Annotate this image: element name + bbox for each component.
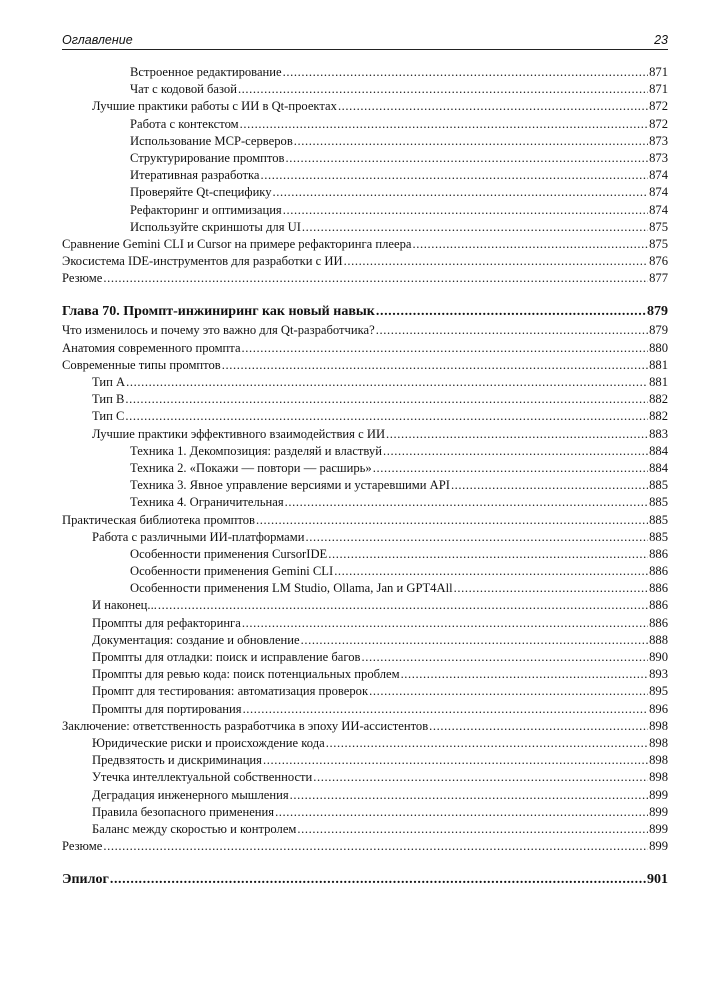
table-of-contents xyxy=(62,64,668,890)
toc-entry-page: 876 xyxy=(649,254,668,269)
toc-entry-page: 874 xyxy=(649,202,668,217)
toc-entry-page: 898 xyxy=(649,718,668,733)
toc-entry-title: Особенности применения CursorIDE xyxy=(130,546,328,561)
leader-dots xyxy=(110,870,646,890)
toc-entry-title: Работа с контекстом xyxy=(130,116,239,131)
toc-entry-page: 872 xyxy=(649,116,668,131)
toc-entry-page: 886 xyxy=(649,546,668,561)
leader-dots xyxy=(344,253,649,270)
toc-entry[interactable] xyxy=(62,718,668,735)
toc-entry-page: 886 xyxy=(649,615,668,630)
toc-entry-page: 899 xyxy=(649,839,668,854)
running-header xyxy=(62,31,668,50)
toc-entry[interactable] xyxy=(62,81,668,98)
leader-dots xyxy=(313,769,648,786)
leader-dots xyxy=(285,494,648,511)
toc-entry-title: Сравнение Gemini CLI и Cursor на примере рефакторинга плеера xyxy=(62,236,412,251)
toc-block-chapter-70 xyxy=(62,322,668,855)
toc-entry[interactable] xyxy=(62,563,668,580)
leader-dots xyxy=(256,512,648,529)
toc-entry-title: Промпты для портирования xyxy=(92,701,242,716)
toc-entry-page: 871 xyxy=(649,65,668,79)
toc-entry-page: 883 xyxy=(649,426,668,441)
page-number: 23 xyxy=(654,33,668,47)
toc-entry-page: 893 xyxy=(649,667,668,682)
toc-entry-title: Предвзятость и дискриминация xyxy=(92,753,262,768)
toc-entry-page: 888 xyxy=(649,632,668,647)
spacer xyxy=(62,287,668,302)
toc-entry[interactable] xyxy=(62,322,668,339)
toc-entry-page: 886 xyxy=(649,564,668,579)
toc-entry-title: Промпты для ревью кода: поиск потенциальных проблем xyxy=(92,667,400,682)
toc-entry-title: Лучшие практики эффективного взаимодействия с ИИ xyxy=(92,426,386,441)
leader-dots xyxy=(454,580,649,597)
toc-entry[interactable] xyxy=(62,632,668,649)
toc-entry-title: Глава 70. Промпт-инжиниринг как новый навык xyxy=(62,304,375,320)
toc-entry-title: Документация: создание и обновление xyxy=(92,632,300,647)
toc-entry-title: Заключение: ответственность разработчика в эпоху ИИ-ассистентов xyxy=(62,718,429,733)
toc-entry[interactable] xyxy=(62,357,668,374)
toc-entry-page: 873 xyxy=(649,133,668,148)
leader-dots xyxy=(297,821,648,838)
toc-entry-page: 896 xyxy=(649,701,668,716)
leader-dots xyxy=(238,81,648,98)
toc-entry-title: Техника 4. Ограничительная xyxy=(130,495,284,510)
toc-entry-title: Промпты для отладки: поиск и исправление багов xyxy=(92,650,361,664)
toc-entry-title: Тип B xyxy=(92,392,125,407)
toc-entry[interactable] xyxy=(62,202,668,219)
toc-entry-page: 873 xyxy=(649,150,668,165)
toc-entry-page: 875 xyxy=(649,219,668,234)
leader-dots xyxy=(263,752,648,769)
leader-dots xyxy=(286,150,649,167)
toc-entry-title: Структурирование промптов xyxy=(130,150,285,165)
toc-entry-page: 885 xyxy=(649,495,668,510)
leader-dots xyxy=(401,666,649,683)
toc-entry-title: Практическая библиотека промптов xyxy=(62,512,256,527)
toc-entry-title: И наконец... xyxy=(92,598,157,613)
toc-entry-page: 881 xyxy=(649,375,668,389)
leader-dots xyxy=(275,804,648,821)
toc-entry[interactable] xyxy=(62,167,668,184)
leader-dots xyxy=(242,340,649,357)
toc-entry[interactable] xyxy=(62,64,668,81)
toc-entry[interactable] xyxy=(62,116,668,133)
toc-entry[interactable] xyxy=(62,701,668,718)
toc-entry-page: 874 xyxy=(649,185,668,200)
toc-entry-title: Что изменилось и почему это важно для Qt-разработчика? xyxy=(62,323,375,338)
leader-dots xyxy=(283,202,648,219)
toc-entry-title: Промпты для рефакторинга xyxy=(92,615,241,630)
toc-entry-page: 882 xyxy=(649,392,668,407)
toc-entry-page: 899 xyxy=(649,787,668,802)
toc-entry-title: Работа с различными ИИ-платформами xyxy=(92,529,305,544)
toc-entry-title: Эпилог xyxy=(62,872,109,888)
leader-dots xyxy=(283,64,649,81)
toc-epilogue[interactable] xyxy=(62,870,668,890)
toc-entry-title: Правила безопасного применения xyxy=(92,804,275,819)
toc-entry-page: 881 xyxy=(649,357,668,372)
leader-dots xyxy=(334,563,648,580)
toc-entry[interactable] xyxy=(62,98,668,115)
toc-entry-page: 879 xyxy=(647,304,668,320)
leader-dots xyxy=(240,116,648,133)
toc-entry[interactable] xyxy=(62,769,668,786)
toc-entry[interactable] xyxy=(62,512,668,529)
toc-entry[interactable] xyxy=(62,804,668,821)
toc-entry-page: 880 xyxy=(649,340,668,355)
toc-entry[interactable] xyxy=(62,580,668,597)
toc-entry-page: 890 xyxy=(649,650,668,664)
leader-dots xyxy=(383,443,648,460)
leader-dots xyxy=(338,98,648,115)
toc-entry-page: 874 xyxy=(649,168,668,183)
toc-entry-title: Использование MCP-серверов xyxy=(130,133,293,148)
toc-entry-page: 875 xyxy=(649,236,668,251)
toc-entry[interactable] xyxy=(62,443,668,460)
toc-entry-page: 901 xyxy=(647,872,668,888)
toc-entry[interactable] xyxy=(62,236,668,253)
leader-dots xyxy=(302,219,648,236)
toc-entry-title: Особенности применения Gemini CLI xyxy=(130,564,334,579)
toc-entry-title: Промпт для тестирования: автоматизация проверок xyxy=(92,684,369,699)
toc-entry[interactable] xyxy=(62,477,668,494)
toc-entry[interactable] xyxy=(62,529,668,546)
toc-entry-page: 884 xyxy=(649,460,668,475)
toc-entry-title: Тип C xyxy=(92,409,125,424)
leader-dots xyxy=(412,236,648,253)
toc-entry-page: 877 xyxy=(649,271,668,286)
leader-dots xyxy=(294,133,648,150)
leader-dots xyxy=(328,546,648,563)
toc-entry-title: Техника 1. Декомпозиция: разделяй и властвуй xyxy=(130,443,382,458)
toc-entry-title: Юридические риски и происхождение кода xyxy=(92,735,325,750)
toc-entry-title: Тип A xyxy=(92,375,126,389)
toc-entry[interactable] xyxy=(62,683,668,700)
leader-dots xyxy=(429,718,648,735)
toc-entry[interactable] xyxy=(62,184,668,201)
leader-dots xyxy=(242,615,648,632)
toc-entry-title: Техника 3. Явное управление версиями и устаревшими API xyxy=(130,478,450,493)
toc-entry-title: Рефакторинг и оптимизация xyxy=(130,202,282,217)
leader-dots xyxy=(103,270,648,287)
toc-entry[interactable] xyxy=(62,597,668,614)
toc-entry[interactable] xyxy=(62,546,668,563)
toc-entry[interactable] xyxy=(62,735,668,752)
leader-dots xyxy=(376,302,646,322)
leader-dots xyxy=(261,167,649,184)
toc-entry[interactable] xyxy=(62,666,668,683)
toc-entry-page: 879 xyxy=(649,323,668,338)
toc-entry-title: Резюме xyxy=(62,839,103,854)
toc-entry-title: Резюме xyxy=(62,271,103,286)
toc-entry-title: Чат с кодовой базой xyxy=(130,82,237,97)
toc-entry[interactable] xyxy=(62,752,668,769)
leader-dots xyxy=(361,649,648,666)
toc-entry-title: Экосистема IDE-инструментов для разработки с ИИ xyxy=(62,254,343,269)
leader-dots xyxy=(326,735,648,752)
toc-entry-page: 882 xyxy=(649,409,668,424)
leader-dots xyxy=(305,529,648,546)
toc-entry-title: Используйте скриншоты для UI xyxy=(130,219,301,234)
toc-entry-page: 899 xyxy=(649,821,668,836)
toc-entry-title: Современные типы промптов xyxy=(62,357,221,372)
leader-dots xyxy=(125,408,648,425)
leader-dots xyxy=(273,184,649,201)
toc-entry[interactable] xyxy=(62,787,668,804)
leader-dots xyxy=(369,683,648,700)
leader-dots xyxy=(373,460,648,477)
toc-entry-page: 885 xyxy=(649,512,668,527)
toc-entry-page: 898 xyxy=(649,735,668,750)
leader-dots xyxy=(125,391,648,408)
toc-entry-title: Лучшие практики работы с ИИ в Qt-проектах xyxy=(92,99,337,114)
toc-entry-title: Анатомия современного промпта xyxy=(62,340,241,355)
toc-entry[interactable] xyxy=(62,133,668,150)
toc-entry[interactable] xyxy=(62,426,668,443)
leader-dots xyxy=(451,477,648,494)
leader-dots xyxy=(301,632,648,649)
toc-entry-page: 899 xyxy=(649,804,668,819)
toc-entry[interactable] xyxy=(62,615,668,632)
toc-entry-title: Баланс между скоростью и контролем xyxy=(92,821,297,836)
toc-block-chapter-69-tail xyxy=(62,64,668,287)
toc-entry-title: Утечка интеллектуальной собственности xyxy=(92,770,313,785)
toc-entry-title: Итеративная разработка xyxy=(130,168,260,183)
toc-entry-page: 884 xyxy=(649,443,668,458)
toc-entry[interactable] xyxy=(62,150,668,167)
toc-entry[interactable] xyxy=(62,391,668,408)
toc-entry-page: 898 xyxy=(649,770,668,785)
toc-entry-title: Проверяйте Qt-специфику xyxy=(130,185,272,200)
toc-entry-title: Особенности применения LM Studio, Ollama, Jan и GPT4All xyxy=(130,581,453,596)
toc-entry-title: Техника 2. «Покажи — повтори — расширь» xyxy=(130,460,372,475)
leader-dots xyxy=(290,787,648,804)
toc-entry[interactable] xyxy=(62,494,668,511)
toc-entry-page: 885 xyxy=(649,529,668,544)
toc-entry[interactable] xyxy=(62,219,668,236)
leader-dots xyxy=(103,838,648,855)
toc-entry-page: 886 xyxy=(649,581,668,596)
toc-entry[interactable] xyxy=(62,838,668,855)
toc-entry[interactable] xyxy=(62,340,668,357)
toc-entry[interactable] xyxy=(62,270,668,287)
toc-entry[interactable] xyxy=(62,374,668,391)
section-title: Оглавление xyxy=(62,33,133,47)
leader-dots xyxy=(158,597,648,614)
toc-entry-page: 895 xyxy=(649,684,668,699)
toc-entry[interactable] xyxy=(62,253,668,270)
toc-entry-page: 898 xyxy=(649,753,668,768)
toc-entry-title: Деградация инженерного мышления xyxy=(92,787,289,802)
leader-dots xyxy=(126,374,648,391)
toc-entry-title: Встроенное редактирование xyxy=(130,65,282,79)
spacer xyxy=(62,855,668,870)
toc-entry-page: 872 xyxy=(649,99,668,114)
toc-entry-page: 885 xyxy=(649,478,668,493)
toc-entry[interactable] xyxy=(62,460,668,477)
toc-entry-page: 871 xyxy=(649,82,668,97)
leader-dots xyxy=(386,426,648,443)
leader-dots xyxy=(222,357,648,374)
leader-dots xyxy=(376,322,648,339)
toc-entry[interactable] xyxy=(62,821,668,838)
toc-chapter-70[interactable] xyxy=(62,302,668,322)
toc-entry-page: 886 xyxy=(649,598,668,613)
toc-entry[interactable] xyxy=(62,408,668,425)
leader-dots xyxy=(243,701,649,718)
toc-entry[interactable] xyxy=(62,649,668,666)
